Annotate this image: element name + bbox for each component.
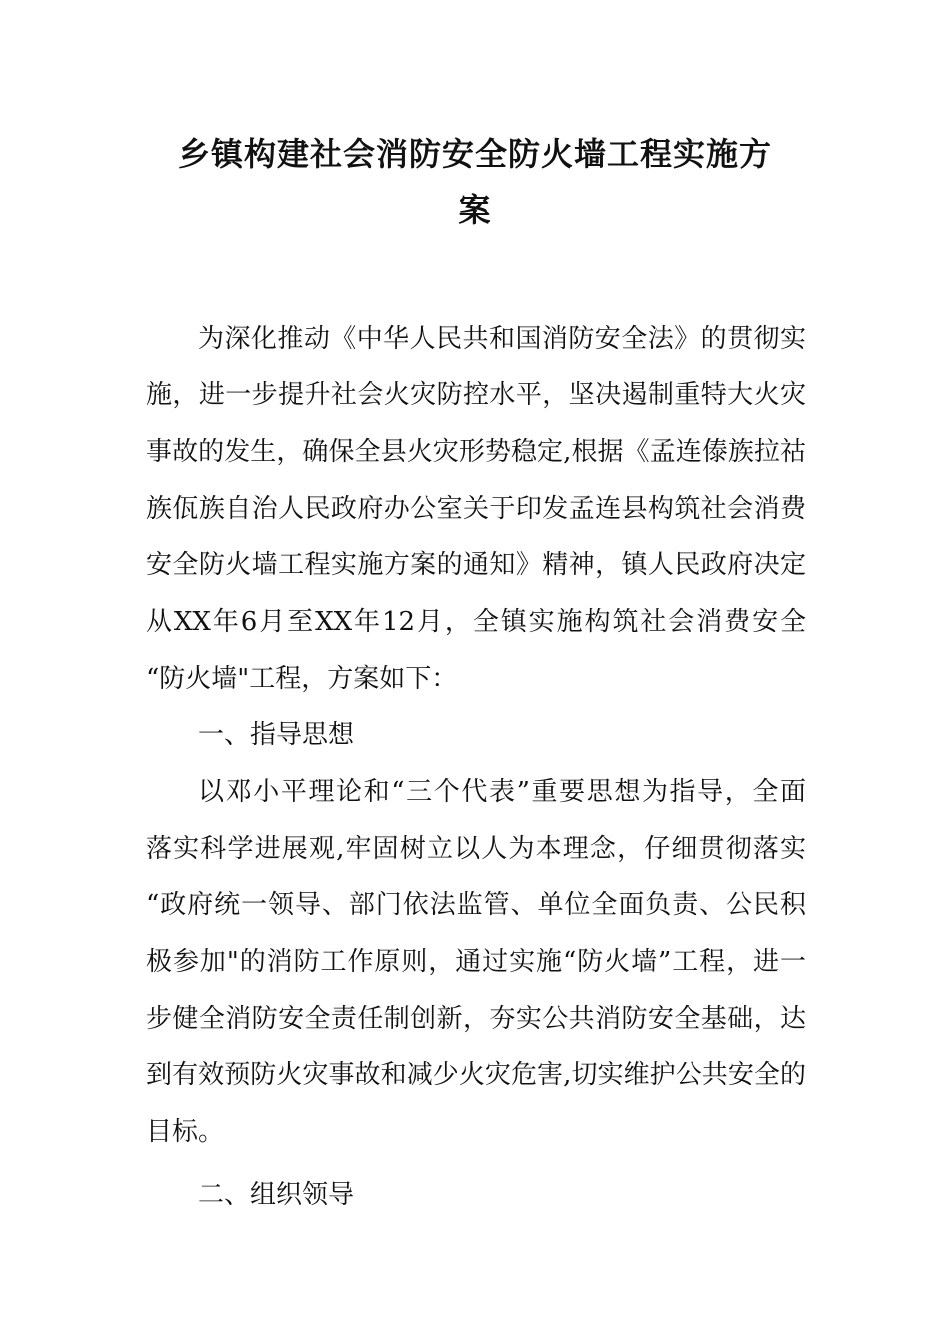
paragraph-2-line-2: 落实科学进展观,牢固树立以人为本理念，仔细贯彻落实 <box>146 834 806 864</box>
paragraph-1-line-4: 族佤族自治人民政府办公室关于印发孟连县构筑社会消费 <box>146 494 806 524</box>
paragraph-1-line-6: 从XX年6月至XX年12月，全镇实施构筑社会消费安全 <box>146 607 806 637</box>
paragraph-2-line-7: 目标。 <box>146 1117 225 1147</box>
paragraph-1-line-5: 安全防火墙工程实施方案的通知》精神，镇人民政府决定 <box>146 550 806 580</box>
paragraph-1-line-3: 事故的发生，确保全县火灾形势稳定,根据《孟连傣族拉祜 <box>146 437 806 467</box>
document-title-line-2: 案 <box>458 191 492 229</box>
section-heading-1: 一、指导思想 <box>198 720 355 750</box>
paragraph-2-line-5: 步健全消防安全责任制创新，夯实公共消防安全基础，达 <box>146 1004 806 1034</box>
paragraph-1-line-2: 施，进一步提升社会火灾防控水平，坚决遏制重特大火灾 <box>146 380 806 410</box>
paragraph-1-line-1: 为深化推动《中华人民共和国消防安全法》的贯彻实 <box>198 324 806 354</box>
paragraph-2-line-6: 到有效预防火灾事故和减少火灾危害,切实维护公共安全的 <box>146 1060 806 1090</box>
document-title-line-1: 乡镇构建社会消防安全防火墙工程实施方 <box>177 135 772 173</box>
paragraph-2-line-3: “政府统一领导、部门依法监管、单位全面负责、公民积 <box>146 890 806 920</box>
section-heading-2: 二、组织领导 <box>198 1180 355 1210</box>
paragraph-1-line-7: “防火墙"工程，方案如下： <box>146 664 458 694</box>
paragraph-2-line-1: 以邓小平理论和“三个代表”重要思想为指导，全面 <box>198 777 806 807</box>
paragraph-2-line-4: 极参加"的消防工作原则，通过实施“防火墙”工程，进一 <box>146 947 806 977</box>
